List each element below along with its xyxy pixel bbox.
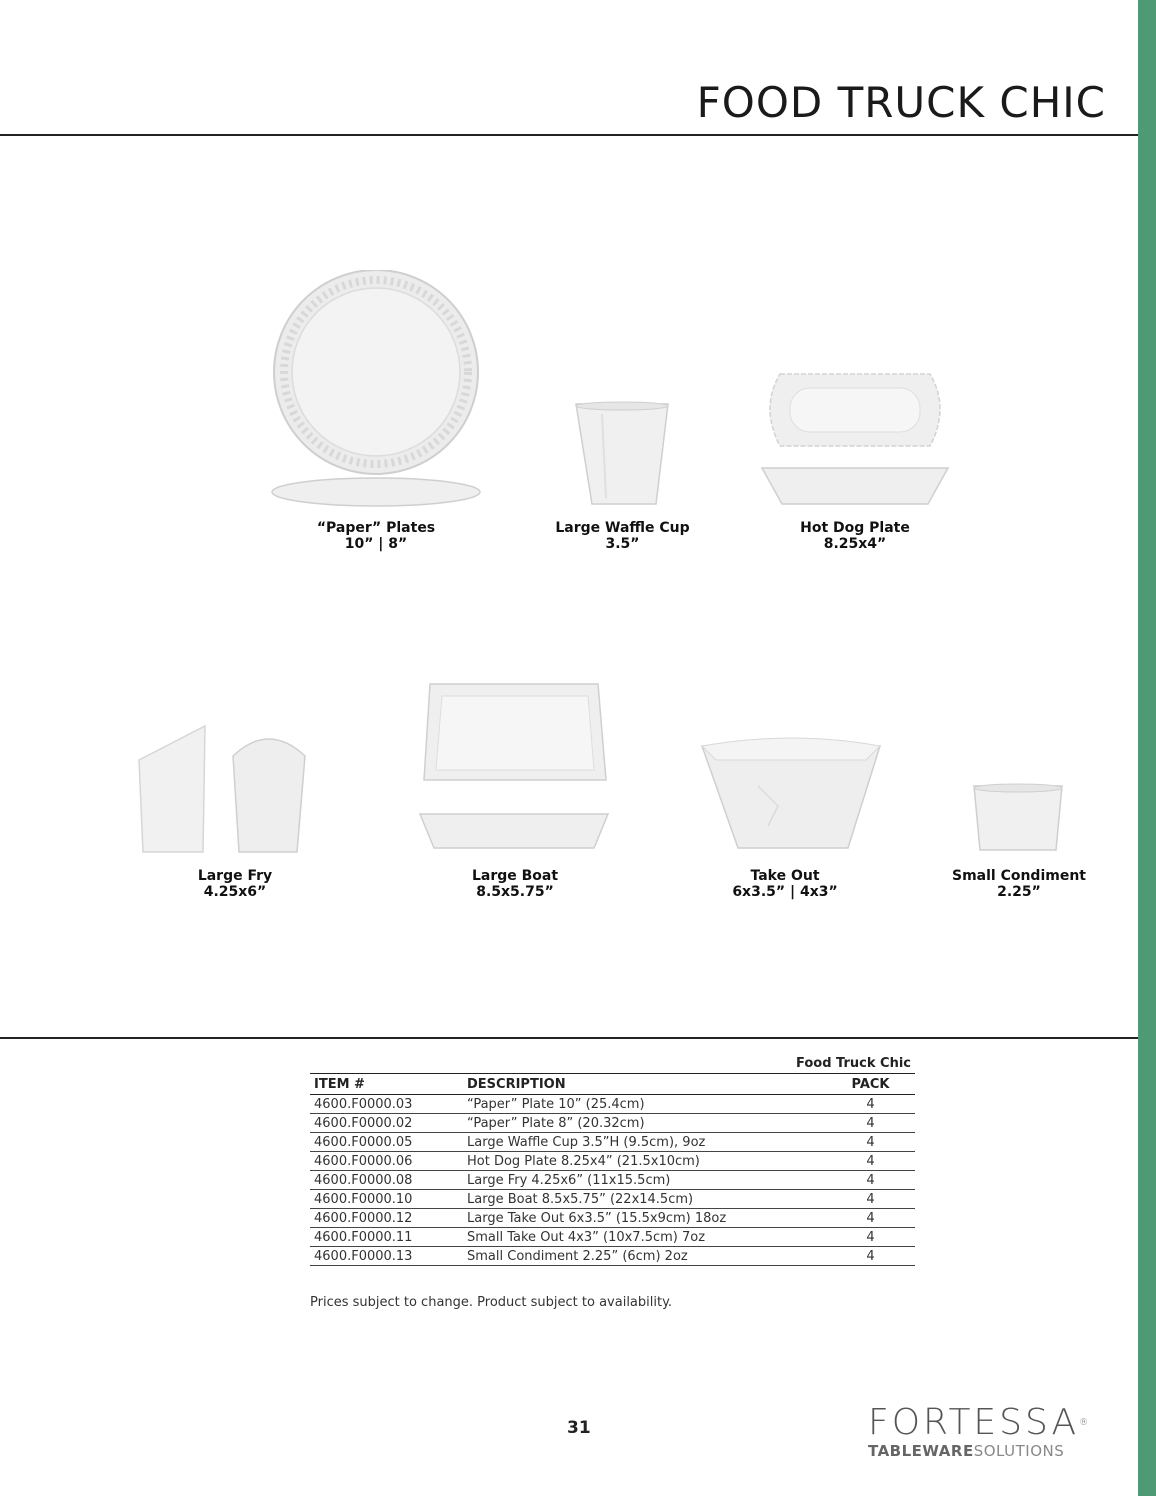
product-table <box>310 1074 915 1266</box>
item-description: Small Take Out 4x3” (10x7.5cm) 7oz <box>463 1228 826 1247</box>
page-title: FOOD TRUCK CHIC <box>696 78 1106 127</box>
item-number: 4600.F0000.05 <box>310 1133 463 1152</box>
table-row <box>310 1114 915 1133</box>
paper-plates-image <box>270 270 482 510</box>
accent-side-bar <box>1138 0 1156 1496</box>
product-caption-large-boat: Large Boat 8.5x5.75” <box>471 868 559 900</box>
table-group-title: Food Truck Chic <box>310 1055 915 1074</box>
item-pack: 4 <box>826 1114 915 1133</box>
page-number: 31 <box>567 1418 591 1438</box>
item-description: Hot Dog Plate 8.25x4” (21.5x10cm) <box>463 1152 826 1171</box>
item-number: 4600.F0000.06 <box>310 1152 463 1171</box>
table-row <box>310 1228 915 1247</box>
item-description: Small Condiment 2.25” (6cm) 2oz <box>463 1247 826 1266</box>
logo-tagline: TABLEWARESOLUTIONS <box>868 1442 1065 1460</box>
item-pack: 4 <box>826 1228 915 1247</box>
item-pack: 4 <box>826 1209 915 1228</box>
table-row <box>310 1171 915 1190</box>
item-description: Large Boat 8.5x5.75” (22x14.5cm) <box>463 1190 826 1209</box>
column-header-item: ITEM # <box>310 1074 463 1095</box>
product-caption-large-fry: Large Fry 4.25x6” <box>197 868 273 900</box>
item-pack: 4 <box>826 1171 915 1190</box>
small-condiment-image <box>972 782 1064 854</box>
product-caption-waffle-cup: Large Waffle Cup 3.5” <box>555 520 690 552</box>
item-description: Large Waffle Cup 3.5”H (9.5cm), 9oz <box>463 1133 826 1152</box>
item-pack: 4 <box>826 1247 915 1266</box>
take-out-image <box>698 736 884 852</box>
item-number: 4600.F0000.02 <box>310 1114 463 1133</box>
table-header-row <box>310 1074 915 1095</box>
item-pack: 4 <box>826 1152 915 1171</box>
table-row <box>310 1152 915 1171</box>
item-pack: 4 <box>826 1095 915 1114</box>
product-table-section <box>310 1055 915 1266</box>
table-row <box>310 1247 915 1266</box>
hot-dog-plate-image <box>760 368 950 513</box>
section-divider <box>0 1037 1138 1039</box>
table-row <box>310 1190 915 1209</box>
product-caption-paper-plates: “Paper” Plates 10” | 8” <box>316 520 436 552</box>
column-header-pack: PACK <box>826 1074 915 1095</box>
header-divider <box>0 134 1138 136</box>
item-number: 4600.F0000.03 <box>310 1095 463 1114</box>
fortessa-logo <box>868 1402 1092 1460</box>
item-number: 4600.F0000.10 <box>310 1190 463 1209</box>
product-caption-hot-dog-plate: Hot Dog Plate 8.25x4” <box>800 520 910 552</box>
product-caption-take-out: Take Out 6x3.5” | 4x3” <box>732 868 838 900</box>
item-description: Large Take Out 6x3.5” (15.5x9cm) 18oz <box>463 1209 826 1228</box>
table-row <box>310 1133 915 1152</box>
item-pack: 4 <box>826 1190 915 1209</box>
table-row <box>310 1095 915 1114</box>
product-caption-small-condiment: Small Condiment 2.25” <box>951 868 1086 900</box>
column-header-description: DESCRIPTION <box>463 1074 826 1095</box>
item-number: 4600.F0000.12 <box>310 1209 463 1228</box>
item-number: 4600.F0000.13 <box>310 1247 463 1266</box>
item-number: 4600.F0000.11 <box>310 1228 463 1247</box>
disclaimer-note: Prices subject to change. Product subject to availability. <box>310 1295 673 1310</box>
item-number: 4600.F0000.08 <box>310 1171 463 1190</box>
large-fry-image <box>135 722 307 856</box>
item-description: Large Fry 4.25x6” (11x15.5cm) <box>463 1171 826 1190</box>
item-description: “Paper” Plate 10” (25.4cm) <box>463 1095 826 1114</box>
large-boat-image <box>418 680 610 852</box>
waffle-cup-image <box>572 400 672 510</box>
item-description: “Paper” Plate 8” (20.32cm) <box>463 1114 826 1133</box>
logo-wordmark: FORTESSA® <box>868 1402 1092 1443</box>
table-row <box>310 1209 915 1228</box>
item-pack: 4 <box>826 1133 915 1152</box>
